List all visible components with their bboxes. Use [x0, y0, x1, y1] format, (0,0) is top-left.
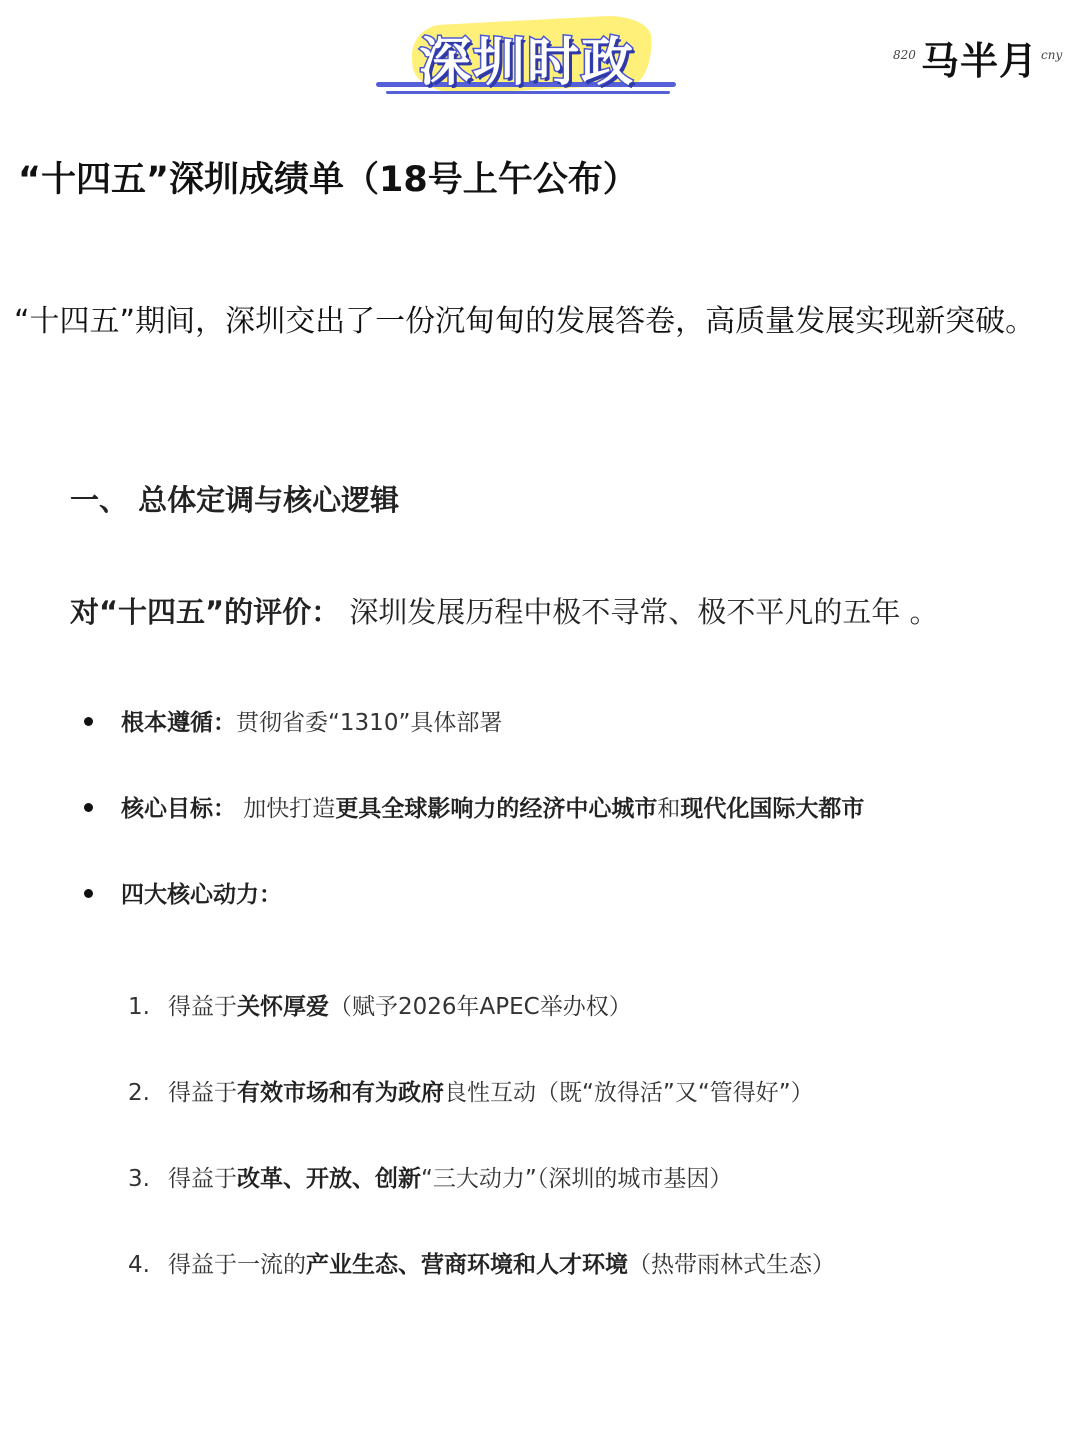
bullet-item — [84, 790, 864, 823]
bullet-dot-icon — [84, 889, 93, 898]
bullet-emphasis: 更具全球影响力的经济中心城市 — [335, 796, 658, 822]
numbered-item — [128, 1246, 835, 1279]
item-number: 2. — [128, 1080, 150, 1106]
evaluation-text: 深圳发展历程中极不寻常、极不平凡的五年 。 — [340, 595, 939, 629]
bullet-text: 贯彻省委“1310”具体部署 — [236, 710, 503, 736]
author-brand — [893, 28, 1073, 83]
numbered-item — [128, 1074, 814, 1107]
bullet-label: 根本遵循： — [121, 710, 236, 736]
item-emphasis: 有效市场和有为政府 — [237, 1080, 444, 1106]
item-text: 得益于一流的 — [168, 1252, 306, 1278]
item-text: 得益于 — [168, 994, 237, 1020]
numbered-item — [128, 1160, 732, 1193]
bullet-label: 四大核心动力： — [121, 882, 282, 908]
bullet-dot-icon — [84, 803, 93, 812]
item-number: 4. — [128, 1252, 150, 1278]
item-text: 良性互动（既“放得活”又“管得好”） — [444, 1080, 814, 1106]
numbered-item — [128, 988, 632, 1021]
bullet-text: 加快打造 — [236, 796, 336, 822]
header-logo — [372, 14, 682, 98]
item-emphasis: 关怀厚爱 — [237, 994, 329, 1020]
evaluation-label: 对“十四五”的评价： — [70, 595, 341, 629]
item-emphasis: 改革、开放、创新 — [237, 1166, 421, 1192]
intro-paragraph: “十四五”期间，深圳交出了一份沉甸甸的发展答卷，高质量发展实现新突破。 — [14, 304, 1036, 339]
brand-name: 马半月 — [921, 38, 1039, 83]
item-number: 1. — [128, 994, 150, 1020]
item-emphasis: 产业生态、营商环境和人才环境 — [306, 1252, 628, 1278]
section-heading: 一、 总体定调与核心逻辑 — [70, 483, 400, 517]
item-text: （热带雨林式生态） — [628, 1252, 835, 1278]
brand-decor-left: 820 — [893, 48, 916, 62]
brand-decor-right: cny — [1041, 48, 1063, 62]
logo-text: 深圳时政 — [418, 33, 635, 93]
item-number: 3. — [128, 1166, 150, 1192]
evaluation-line — [70, 590, 939, 631]
bullet-emphasis: 现代化国际大都市 — [680, 796, 865, 822]
bullet-text: 和 — [657, 796, 681, 822]
bullet-dot-icon — [84, 717, 93, 726]
bullet-item — [84, 876, 282, 909]
item-text: 得益于 — [168, 1166, 237, 1192]
item-text: 得益于 — [168, 1080, 237, 1106]
item-text: “三大动力”（深圳的城市基因） — [421, 1166, 733, 1192]
item-text: （赋予2026年APEC举办权） — [329, 994, 632, 1020]
bullet-label: 核心目标： — [121, 796, 236, 822]
bullet-item — [84, 704, 502, 737]
page-title: “十四五”深圳成绩单（18号上午公布） — [18, 160, 638, 200]
